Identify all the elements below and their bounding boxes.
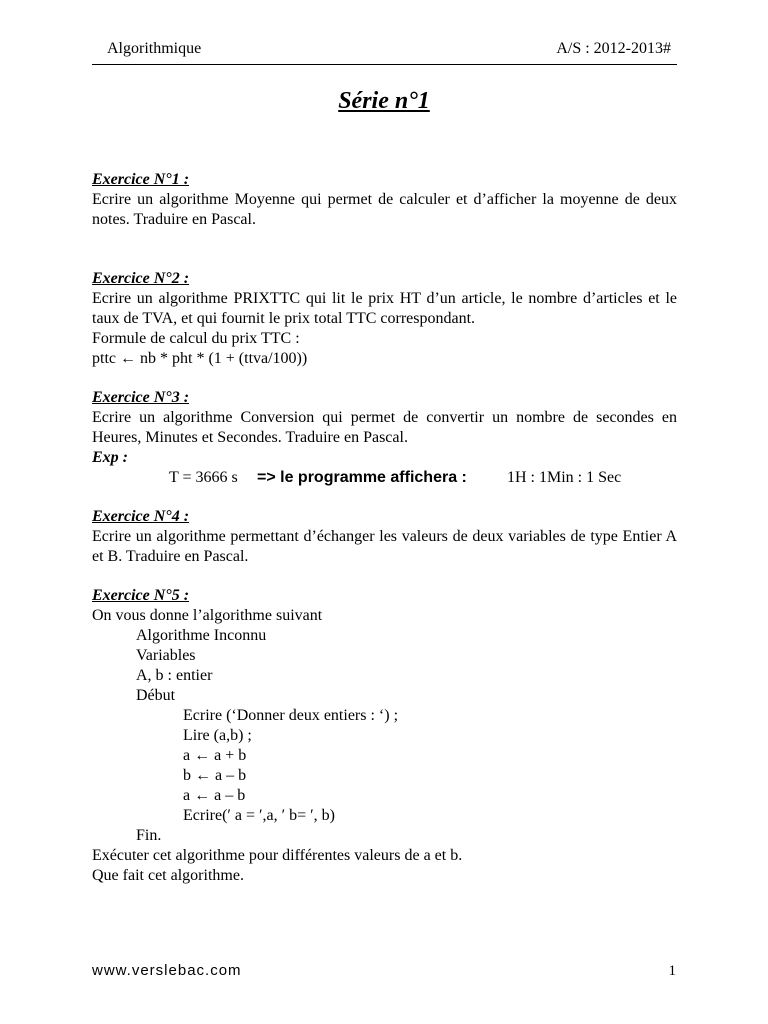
exercise-text: Ecrire un algorithme PRIXTTC qui lit le prix HT d’un article, le nombre d’articles et le taux de TVA, et qui fournit le prix total TTC correspondant. (92, 290, 677, 327)
algo-line: Lire (a,b) ; (183, 727, 252, 744)
footer-website: www.verslebac.com (92, 962, 242, 979)
header-rule (92, 64, 677, 65)
algo-line: Ecrire(′ a = ′,a, ′ b= ′, b) (183, 807, 335, 824)
example-line (92, 468, 677, 488)
formula: pttc ← nb * pht * (1 + (ttva/100)) (92, 350, 308, 367)
exercise-4 (92, 507, 677, 567)
algo-declaration: A, b : entier (136, 667, 213, 684)
formula-label: Formule de calcul du prix TTC : (92, 330, 300, 347)
exercise-intro: On vous donne l’algorithme suivant (92, 607, 323, 624)
page-number: 1 (668, 963, 676, 979)
algo-line: b ← a – b (183, 767, 247, 784)
header-subject: Algorithmique (107, 40, 202, 57)
algo-name: Algorithme Inconnu (136, 627, 267, 644)
exercise-heading: Exercice N°1 : (92, 171, 190, 188)
exercise-heading: Exercice N°4 : (92, 508, 190, 525)
exercise-text: Ecrire un algorithme Moyenne qui permet de calculer et d’afficher la moyenne de deux notes. Traduire en Pascal. (92, 191, 677, 228)
algo-line: a ← a – b (183, 787, 246, 804)
exercise-3 (92, 388, 677, 488)
algo-line: Ecrire (‘Donner deux entiers : ‘) ; (183, 707, 399, 724)
exercise-text: Ecrire un algorithme permettant d’échanger les valeurs de deux variables de type Entier A et B. Traduire en Pascal. (92, 528, 677, 565)
exercise-heading: Exercice N°3 : (92, 389, 190, 406)
exercise-heading: Exercice N°2 : (92, 270, 190, 287)
exercise-5 (92, 586, 677, 886)
exercise-question: Exécuter cet algorithme pour différentes valeurs de a et b. (92, 847, 463, 864)
example-input: T = 3666 s (169, 469, 238, 486)
exercise-heading: Exercice N°5 : (92, 587, 190, 604)
header-school-year: A/S : 2012-2013# (556, 40, 671, 57)
exercise-list (92, 170, 677, 886)
exercise-question: Que fait cet algorithme. (92, 867, 244, 884)
page-title: Série n°1 (338, 88, 430, 114)
example-arrow-text: => le programme affichera : (257, 469, 467, 486)
algo-variables: Variables (136, 647, 196, 664)
example-output: 1H : 1Min : 1 Sec (507, 469, 622, 486)
exercise-2 (92, 269, 677, 369)
exercise-text: Ecrire un algorithme Conversion qui permet de convertir un nombre de secondes en Heures, Minutes et Secondes. Traduire en Pascal. (92, 409, 677, 446)
example-label: Exp : (92, 449, 128, 466)
algo-begin: Début (136, 687, 176, 704)
algo-end: Fin. (136, 827, 162, 844)
exercise-1 (92, 170, 677, 230)
algo-line: a ← a + b (183, 747, 247, 764)
